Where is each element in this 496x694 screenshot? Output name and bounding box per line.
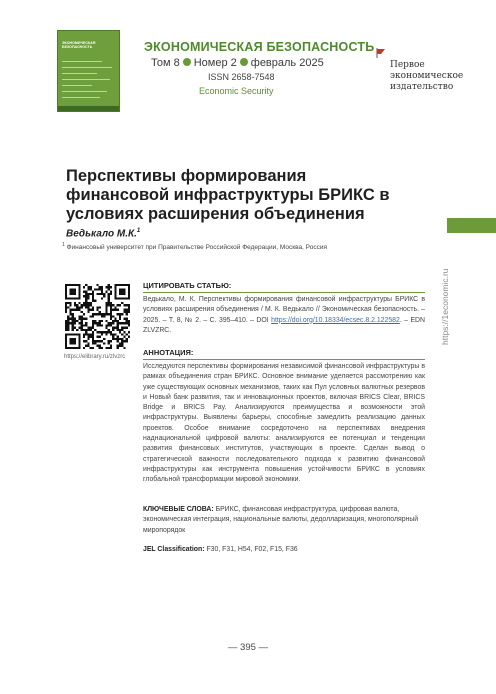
journal-url[interactable]: https://1economic.ru bbox=[440, 268, 450, 345]
cite-heading: ЦИТИРОВАТЬ СТАТЬЮ: bbox=[143, 281, 232, 290]
abstract-text: Исследуются перспективы формирования независимой финансовой инфраструктуры в рамках объединения стран БРИКС. Основное внимание уделяется рассмотрению как уже существующих основных механизмов, таких как Пул условных валютных резервов и Новый банк развития, так и инновационных проектов, включая BRICS Clear, BRICS Bridge и BRICS Pay. Анализируются преимущества и возможности этой инфраструктуры. Выявлены барьеры, способные замедлить реализацию данных проектов. Особое внимание сосредоточено на перспективах внедрения наднациональной цифровой валюты: анализируются ее потенциал и тенденции развития финансовых институтов, участвующих в проекте. Сделан вывод о стратегической важности последовательного подхода к развитию финансовой инфраструктуры как инструмента повышения устойчивости БРИКС в условиях глобальной трансформации мировой экономики. bbox=[143, 363, 425, 484]
abstract-heading: АННОТАЦИЯ: bbox=[143, 348, 194, 357]
issue-number: Номер 2 bbox=[193, 57, 237, 69]
keywords-text: БРИКС, финансовая инфраструктура, цифровая валюта, экономическая интеграция, национальные валюты, дедолларизация, многополярный миропорядок bbox=[143, 506, 419, 534]
jel-label: JEL Classification: bbox=[143, 546, 205, 553]
cover-line bbox=[62, 61, 102, 62]
cite-text bbox=[143, 295, 425, 336]
keywords-label: КЛЮЧЕВЫЕ СЛОВА: bbox=[143, 506, 214, 513]
keywords bbox=[143, 505, 425, 536]
jel-classification bbox=[143, 546, 425, 553]
cover-line bbox=[62, 97, 100, 98]
side-accent-bar bbox=[447, 218, 496, 233]
bullet-dot bbox=[183, 58, 191, 66]
cite-block bbox=[143, 281, 425, 336]
cover-line bbox=[62, 85, 92, 86]
issn: ISSN 2658-7548 bbox=[208, 72, 275, 82]
article-title: Перспективы формирования финансовой инфраструктуры БРИКС в условиях расширения объединения bbox=[66, 167, 390, 223]
cover-band bbox=[58, 106, 119, 111]
journal-title: ЭКОНОМИЧЕСКАЯ БЕЗОПАСНОСТЬ bbox=[144, 40, 375, 54]
doi-link[interactable]: https://doi.org/10.18334/ecsec.8.2.122582 bbox=[271, 316, 400, 324]
volume: Том 8 bbox=[151, 57, 180, 69]
author bbox=[66, 228, 140, 239]
author-sup: 1 bbox=[136, 228, 141, 234]
series-name: Economic Security bbox=[199, 86, 274, 96]
cite-rule bbox=[143, 292, 425, 293]
issue-date: февраль 2025 bbox=[250, 57, 324, 69]
publisher-line: экономическое bbox=[390, 71, 464, 81]
issue-line bbox=[151, 57, 324, 69]
publisher-name bbox=[390, 60, 463, 93]
flag-icon bbox=[376, 48, 386, 58]
abstract-rule bbox=[143, 359, 425, 360]
jel-codes: F30, F31, H54, F02, F15, F36 bbox=[206, 546, 298, 553]
qr-url[interactable]: https://elibrary.ru/zlvzrc bbox=[64, 354, 126, 360]
affiliation bbox=[62, 242, 327, 251]
publisher-line: Первое bbox=[390, 60, 425, 70]
cover-line bbox=[62, 79, 110, 80]
qr-code[interactable] bbox=[65, 284, 130, 349]
affiliation-text: Финансовый университет при Правительстве Российской Федерации, Москва, Россия bbox=[66, 244, 327, 252]
cover-line bbox=[62, 91, 107, 92]
cover-line bbox=[62, 73, 97, 74]
bullet-dot bbox=[240, 58, 248, 66]
publisher-line: издательство bbox=[390, 82, 454, 92]
cite-body: Ведькало, М. К. Перспективы формирования финансовой инфраструктуры БРИКС в условиях расширения объединения / М. К. Ведькало // Экономическая безопасность. – 2025. – Т. 8, № 2. – С. 395–410. – DOI bbox=[143, 296, 425, 324]
cite-tail: . – EDN ZLVZRC. bbox=[143, 316, 425, 334]
affiliation-sup: 1 bbox=[62, 242, 65, 248]
cover-title: ЭКОНОМИЧЕСКАЯ БЕЗОПАСНОСТЬ bbox=[62, 41, 96, 49]
page-number: — 395 — bbox=[227, 642, 269, 653]
author-name: Ведькало М.К. bbox=[66, 228, 137, 240]
abstract-block bbox=[143, 348, 425, 486]
journal-cover-thumbnail bbox=[57, 30, 120, 112]
cover-line bbox=[62, 67, 112, 68]
